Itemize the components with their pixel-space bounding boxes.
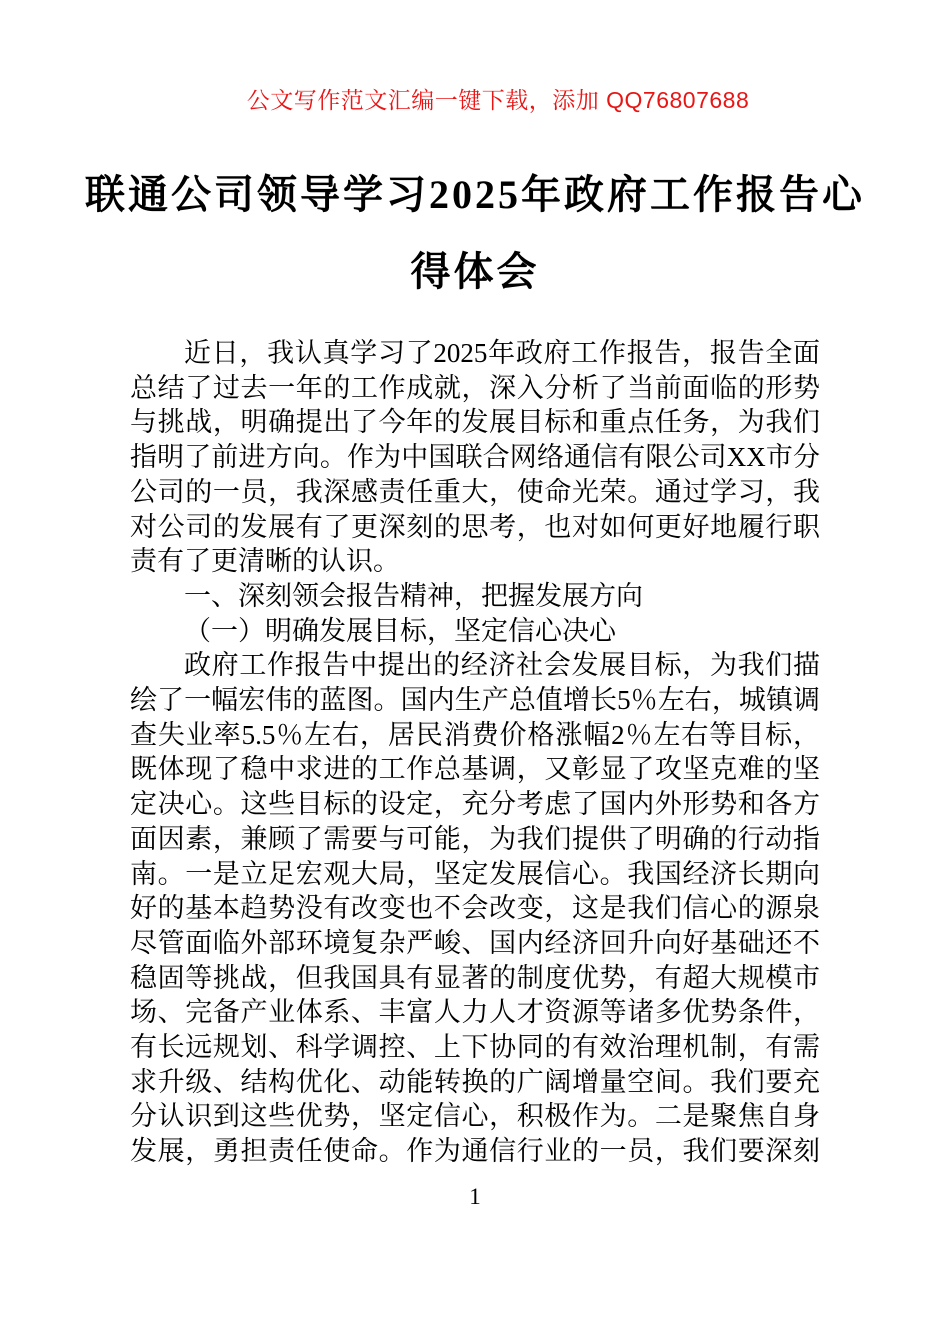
body-line: 好的基本趋势没有改变也不会改变，这是我们信心的源泉 bbox=[130, 893, 820, 924]
body-line: 对公司的发展有了更深刻的思考，也对如何更好地履行职 bbox=[130, 511, 820, 542]
body-line: 绘了一幅宏伟的蓝图。国内生产总值增长5％左右，城镇调 bbox=[130, 685, 820, 716]
body bbox=[130, 336, 820, 1169]
body-line: 近日，我认真学习了2025年政府工作报告，报告全面 bbox=[184, 338, 820, 368]
body-line: 面因素，兼顾了需要与可能，为我们提供了明确的行动指 bbox=[130, 823, 820, 854]
page-number: 1 bbox=[469, 1184, 481, 1209]
body-line: 既体现了稳中求进的工作总基调，又彰显了攻坚克难的坚 bbox=[130, 754, 820, 785]
body-line: 稳固等挑战，但我国具有显著的制度优势，有超大规模市 bbox=[130, 962, 820, 993]
body-line: 政府工作报告中提出的经济社会发展目标，为我们描 bbox=[184, 650, 820, 681]
paragraph bbox=[130, 579, 820, 614]
body-line: 发展，勇担责任使命。作为通信行业的一员，我们要深刻 bbox=[130, 1136, 820, 1167]
body-line: 一、深刻领会报告精神，把握发展方向 bbox=[184, 580, 643, 611]
body-line: 指明了前进方向。作为中国联合网络通信有限公司XX市分 bbox=[130, 442, 820, 473]
body-line: 南。一是立足宏观大局，坚定发展信心。我国经济长期向 bbox=[130, 858, 820, 889]
body-line: 求升级、结构优化、动能转换的广阔增量空间。我们要充 bbox=[130, 1066, 820, 1097]
title-line-1: 联通公司领导学习2025年政府工作报告心 bbox=[85, 172, 865, 217]
body-line: 责有了更清晰的认识。 bbox=[130, 546, 400, 577]
body-line: 分认识到这些优势，坚定信心，积极作为。二是聚焦自身 bbox=[130, 1101, 820, 1132]
body-line: 查失业率5.5％左右，居民消费价格涨幅2％左右等目标， bbox=[130, 719, 820, 750]
body-line: 定决心。这些目标的设定，充分考虑了国内外形势和各方 bbox=[130, 789, 820, 820]
promo-notice: 公文写作范文汇编一键下载，添加 QQ76807688 bbox=[246, 87, 750, 113]
body-line: 场、完备产业体系、丰富人力人才资源等诸多优势条件， bbox=[130, 997, 820, 1028]
title-line-2: 得体会 bbox=[410, 249, 540, 294]
paragraph bbox=[130, 648, 820, 1169]
paragraph bbox=[130, 336, 820, 579]
body-line: 尽管面临外部环境复杂严峻、国内经济回升向好基础还不 bbox=[130, 927, 820, 958]
body-line: 公司的一员，我深感责任重大，使命光荣。通过学习，我 bbox=[130, 476, 820, 507]
document-title bbox=[65, 156, 885, 310]
body-line: 与挑战，明确提出了今年的发展目标和重点任务，为我们 bbox=[130, 407, 820, 438]
paragraph bbox=[130, 614, 820, 649]
body-line: 总结了过去一年的工作成就，深入分析了当前面临的形势 bbox=[130, 372, 820, 403]
body-line: 有长远规划、科学调控、上下协同的有效治理机制，有需 bbox=[130, 1032, 820, 1063]
body-line: （一）明确发展目标，坚定信心决心 bbox=[184, 615, 616, 646]
